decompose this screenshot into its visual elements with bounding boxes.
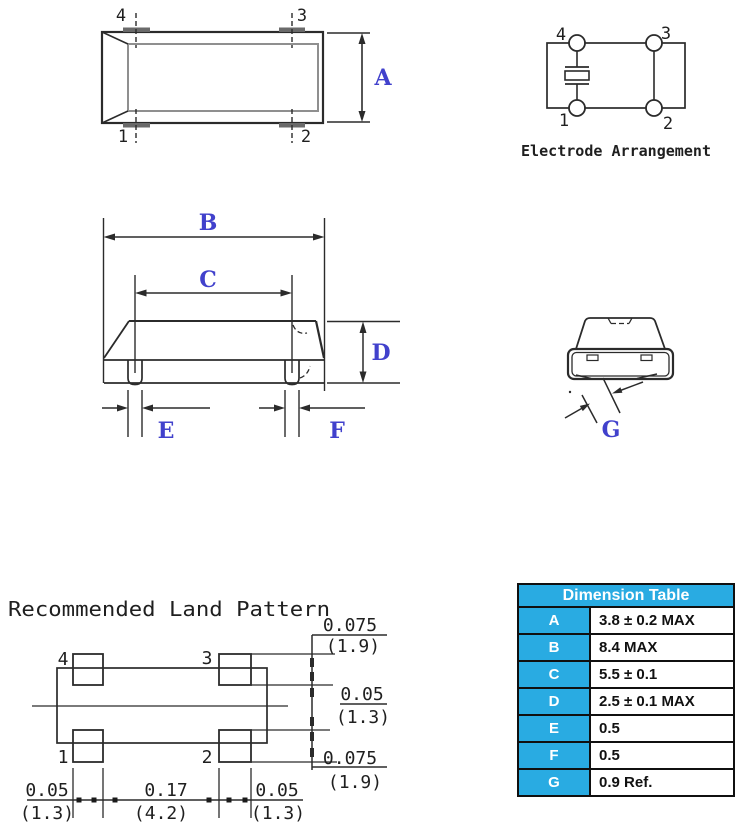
bottom-dim-2-mm: (1.3) [250, 803, 306, 824]
bottom-dim-2-inch: 0.05 [255, 780, 299, 801]
right-dim-0-mm: (1.9) [325, 636, 381, 657]
table-row [519, 743, 733, 770]
land-pattern-outline [32, 654, 288, 762]
electrode-caption: Electrode Arrangement [521, 142, 711, 160]
dim-label-a: A [374, 65, 392, 91]
table-key-a: A [519, 608, 591, 633]
pin-label-3: 3 [296, 6, 308, 26]
right-dim-1-inch: 0.05 [340, 684, 384, 705]
crystal-symbol [565, 71, 589, 80]
inner-pad-left [587, 355, 598, 361]
right-dim-0-inch: 0.075 [322, 615, 378, 636]
table-row [519, 689, 733, 716]
pin-label-1: 1 [117, 127, 129, 147]
electrode-tabs [123, 28, 305, 128]
land-pin-1: 1 [57, 747, 69, 768]
dim-label-b: B [198, 210, 218, 236]
electrode-arrangement-drawing [500, 10, 739, 170]
dim-e [102, 390, 210, 437]
land-pin-2: 2 [201, 747, 213, 768]
inner-pad-right [641, 355, 652, 361]
right-dim-2-mm: (1.9) [327, 772, 383, 793]
table-value-a: 3.8 ± 0.2 MAX [599, 612, 695, 629]
dim-label-c: C [199, 267, 217, 293]
table-key-g: G [519, 770, 591, 795]
table-key-c: C [519, 662, 591, 687]
table-key-f: F [519, 743, 591, 768]
package-top-outline [102, 32, 323, 123]
electrode-pin-2: 2 [662, 114, 674, 134]
hidden-arc-top [293, 325, 307, 333]
land-pattern-title: Recommended Land Pattern [8, 597, 330, 621]
bottom-dim-1-mm: (4.2) [133, 803, 189, 824]
land-pattern-drawing [0, 580, 420, 838]
dim-label-g: G [601, 417, 621, 443]
table-row [519, 716, 733, 743]
bottom-dim-0-inch: 0.05 [25, 780, 69, 801]
table-key-e: E [519, 716, 591, 741]
table-key-b: B [519, 635, 591, 660]
right-dim-1-mm: (1.3) [335, 707, 391, 728]
pad-3 [219, 654, 251, 685]
dim-f [259, 390, 365, 437]
table-row [519, 635, 733, 662]
top-view-drawing [95, 5, 395, 145]
electrode-pin-1: 1 [558, 111, 570, 131]
table-row [519, 662, 733, 689]
table-row [519, 770, 733, 795]
package-side-outline [104, 321, 324, 385]
table-value-c: 5.5 ± 0.1 [599, 666, 658, 683]
land-pin-4: 4 [57, 649, 69, 670]
table-key-d: D [519, 689, 591, 714]
table-value-f: 0.5 [599, 747, 620, 764]
pad-1 [73, 730, 103, 762]
land-pin-3: 3 [201, 648, 213, 669]
package-end-outline [568, 318, 673, 379]
side-view-drawing [60, 195, 420, 450]
dim-label-d: D [371, 340, 391, 366]
right-dim-2-inch: 0.075 [322, 748, 378, 769]
dim-label-e: E [157, 418, 175, 444]
bottom-dim-1-inch: 0.17 [144, 780, 188, 801]
pin-label-4: 4 [115, 6, 127, 26]
pad-2 [219, 730, 251, 762]
electrode-pin-4: 4 [555, 25, 567, 45]
dim-label-f: F [329, 418, 345, 444]
hidden-arc-bottom [300, 366, 310, 378]
end-view-drawing [545, 295, 720, 450]
dimension-table [517, 583, 735, 797]
table-value-d: 2.5 ± 0.1 MAX [599, 693, 695, 710]
pad-4 [73, 654, 103, 685]
dimension-table-title: Dimension Table [519, 585, 733, 608]
table-row [519, 608, 733, 635]
bottom-dim-0-mm: (1.3) [19, 803, 75, 824]
pin-label-2: 2 [300, 127, 312, 147]
electrode-pin-3: 3 [660, 24, 672, 44]
table-value-b: 8.4 MAX [599, 639, 658, 656]
table-value-e: 0.5 [599, 720, 620, 737]
dim-a [327, 33, 370, 122]
table-value-g: 0.9 Ref. [599, 774, 653, 791]
electrode-circuit [547, 35, 685, 116]
